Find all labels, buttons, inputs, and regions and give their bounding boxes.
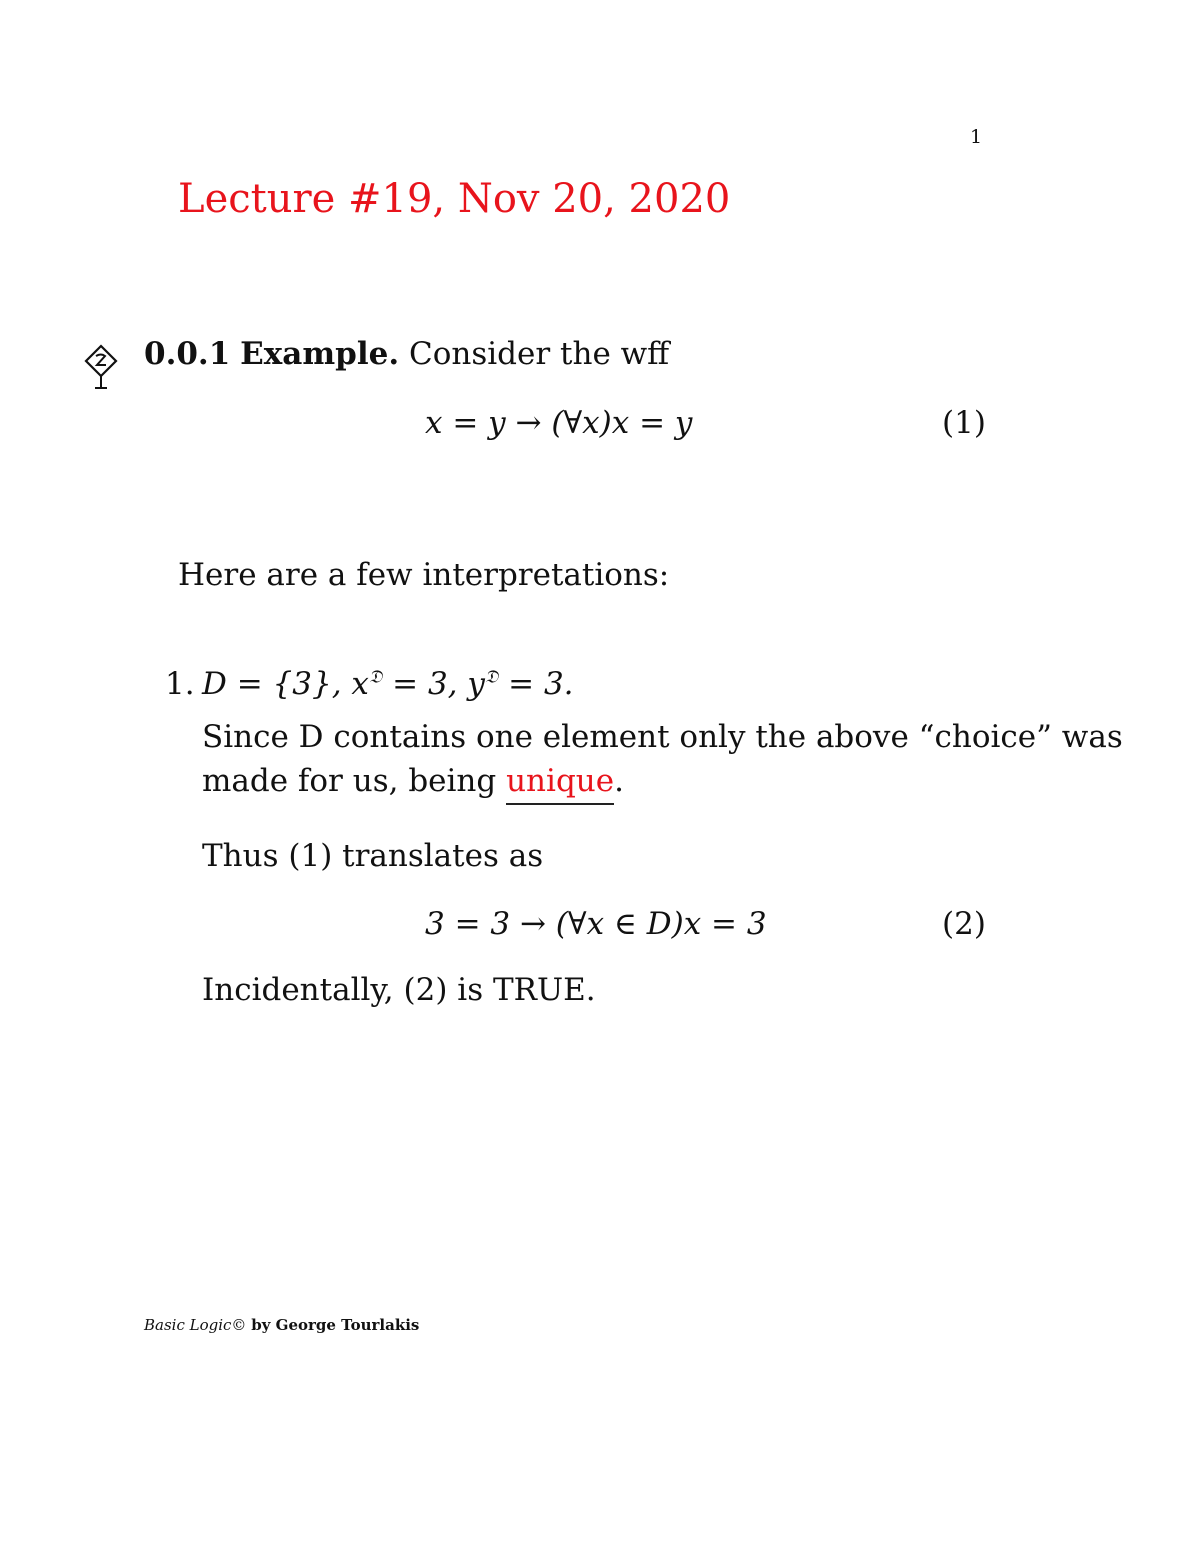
equation-1-tag: (1) (942, 405, 986, 441)
copyright-symbol: © (231, 1316, 247, 1334)
example-text: Consider the wff (408, 336, 670, 372)
warning-sign-icon (84, 344, 118, 394)
translation-intro: Thus (1) translates as (202, 838, 544, 874)
emphasized-word: unique (506, 763, 614, 805)
example-heading (144, 336, 669, 372)
equation-1: x = y → (∀x)x = y (425, 405, 693, 441)
interpretation-definition (202, 666, 574, 702)
superscript-d: 𝔇 (368, 666, 383, 688)
equation-2: 3 = 3 → (∀x ∈ D)x = 3 (425, 906, 767, 942)
list-item-number: 1. (165, 666, 195, 702)
page-number: 1 (970, 126, 983, 148)
text-run: made for us, being (202, 763, 507, 799)
example-label: Example. (240, 336, 400, 372)
footer-title: Basic Logic (144, 1316, 232, 1334)
interpretations-intro: Here are a few interpretations: (178, 557, 670, 593)
lecture-title: Lecture #19, Nov 20, 2020 (178, 176, 731, 222)
example-number: 0.0.1 (144, 336, 231, 372)
text-run: . (614, 763, 624, 799)
footer-author: by George Tourlakis (251, 1316, 420, 1334)
conclusion-text: Incidentally, (2) is TRUE. (202, 972, 596, 1008)
x-value: = 3, y (382, 666, 485, 702)
superscript-d: 𝔇 (484, 666, 499, 688)
domain-set: D = {3}, x (202, 666, 369, 702)
footer (144, 1316, 419, 1334)
equation-2-tag: (2) (942, 906, 986, 942)
paragraph-line: Since D contains one element only the above “choice” was (202, 719, 1123, 755)
paragraph-line (202, 763, 624, 799)
y-value: = 3. (498, 666, 574, 702)
